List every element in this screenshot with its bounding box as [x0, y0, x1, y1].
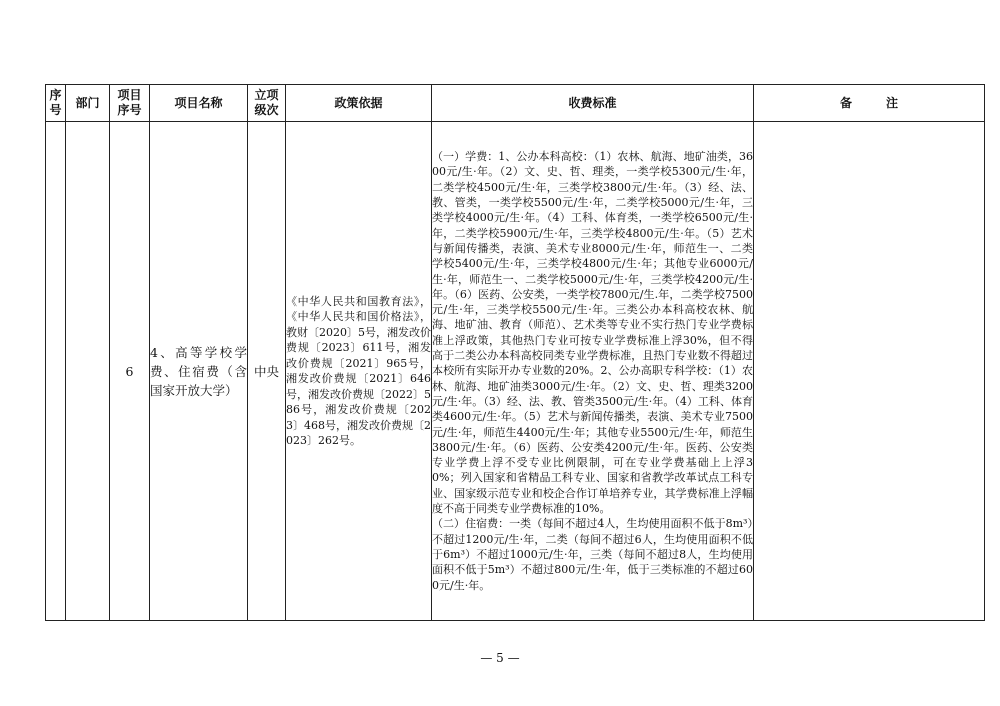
- header-item-name: 项目名称: [150, 85, 248, 122]
- cell-level: 中央: [248, 122, 286, 621]
- header-dept: 部门: [66, 85, 110, 122]
- cell-seq: [46, 122, 66, 621]
- header-level: 立项 级次: [248, 85, 286, 122]
- cell-dept: [66, 122, 110, 621]
- header-fee-standard: 收费标准: [432, 85, 754, 122]
- cell-fee-standard: [432, 122, 754, 621]
- header-item-no: 项目 序号: [110, 85, 150, 122]
- tuition-paragraph: （一）学费：1、公办本科高校：（1）农林、航海、地矿油类，3600元/生·年。（2）文、史、哲、理类，一类学校5300元/生·年，二类学校4500元/生·年，三类学校3800元/生·年。（3）经、法、教、管类，一类学校5500元/生·年，二类学校5000元/生·年，三类学校4000元/生·年。（4）工科、体育类，一类学校6500元/生·年，二类学校5900元/生·年，三类学校4800元/生·年。（5）艺术与新闻传播类，表演、美术专业8000元/生·年，师范生一、二类学校5400元/生·年，三类学校4800元/生·年；其他专业6000元/生·年，师范生一、二类学校5000元/生·年，三类学校4200元/生·年。（6）医药、公安类，一类学校7800元/生.年，二类学校7500元/生·年，三类学校5500元/生·年。三类公办本科高校农林、航海、地矿油、教育（师范）、艺术类等专业不实行热门专业学费标准上浮政策，其他热门专业可按专业学费标准上浮30%，但不得高于二类公办本科高校同类专业学费标准，且热门专业数不得超过本校所有实际开办专业数的20%。2、公办高职专科学校：（1）农林、航海、地矿油类3000元/生·年。（2）文、史、哲、理类3200元/生·年。（3）经、法、教、管类3500元/生·年。（4）工科、体育类4600元/生·年。（5）艺术与新闻传播类，表演、美术专业7500元/生·年，师范生4400元/生·年；其他专业5500元/生·年，师范生3800元/生·年。（6）医药、公安类4200元/生·年。医药、公安类专业学费上浮不受专业比例限制，可在专业学费基础上上浮30%；列入国家和省精品工科专业、国家和省教学改革试点工科专业、国家级示范专业和校企合作订单培养专业，其学费标准上浮幅度不高于同类专业学费标准的10%。: [432, 150, 753, 516]
- header-policy: 政策依据: [286, 85, 432, 122]
- cell-item-name: 4、高等学校学费、住宿费（含国家开放大学）: [150, 122, 248, 621]
- header-seq: 序 号: [46, 85, 66, 122]
- cell-policy: 《中华人民共和国教育法》，《中华人民共和国价格法》，教财〔2020〕5号，湘发改价费规〔2023〕611号，湘发改价费规〔2021〕965号，湘发改价费规〔2021〕646号，湘发改价费规〔2022〕586号，湘发改价费规〔2023〕468号，湘发改价费规〔2023〕262号。: [286, 122, 432, 621]
- cell-remark: [754, 122, 985, 621]
- table-header-row: [46, 85, 985, 122]
- header-remark: 备 注: [754, 85, 985, 122]
- cell-item-no: 6: [110, 122, 150, 621]
- accommodation-paragraph: （二）住宿费：一类（每间不超过4人，生均使用面积不低于8m³）不超过1200元/生·年，二类（每间不超过6人，生均使用面积不低于6m³）不超过1000元/生·年，三类（每间不超过8人，生均使用面积不低于5m³）不超过800元/生·年，低于三类标准的不超过600元/生·年。: [432, 517, 753, 592]
- fee-standard-table: [45, 84, 985, 621]
- page-number: — 5 —: [480, 651, 520, 665]
- table-row: [46, 122, 985, 621]
